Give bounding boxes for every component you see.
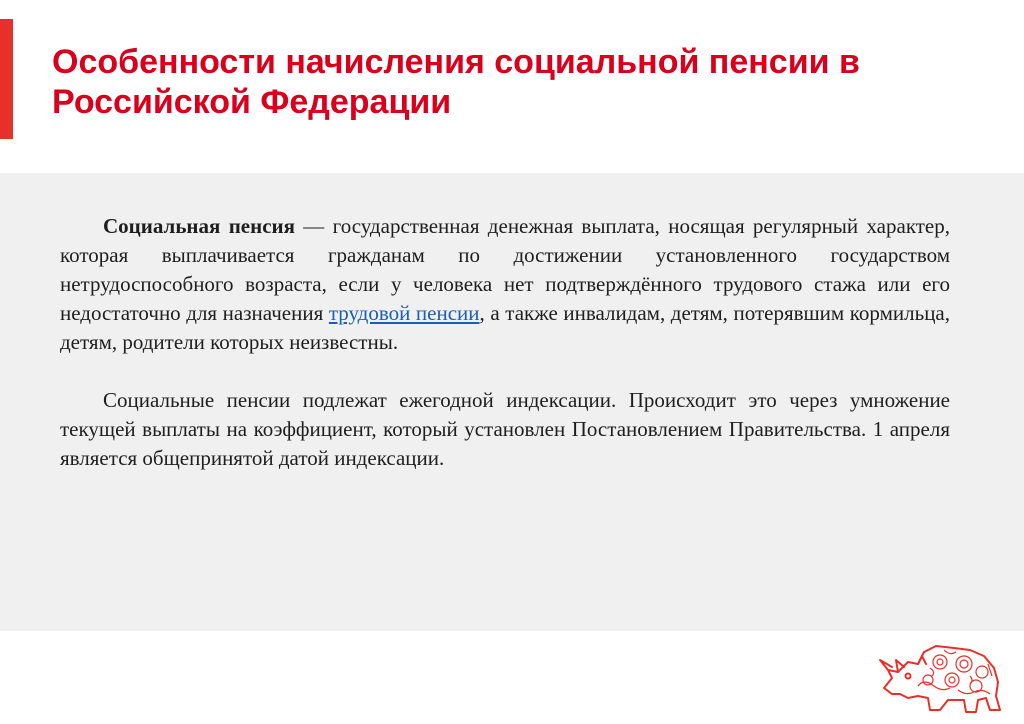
paragraph-text: — государственная денежная выплата, носящая регулярный характер, которая выплачивается гражданам по достижении установленного государством нетрудоспособного возраста, если у человека нет подтверждённого трудового стажа или его недостаточно для назначения <box>60 214 950 325</box>
text-block <box>60 212 950 473</box>
paragraph-text-end: , а также инвалидам, детям, потерявшим кормильца, детям, родители которых неизвестны. <box>60 301 951 354</box>
term-social-pension: Социальная пенсия <box>103 214 295 238</box>
paragraph-definition <box>60 212 950 357</box>
rhino-icon <box>878 640 1008 716</box>
accent-bar <box>0 19 13 139</box>
labor-pension-link[interactable]: трудовой пенсии <box>328 301 480 325</box>
slide-title: Особенности начисления социальной пенсии в Российской Федерации <box>52 43 860 121</box>
paragraph-indexation: Социальные пенсии подлежат ежегодной индексации. Происходит это через умножение текущей выплаты на коэффициент, который установлен Постановлением Правительства. 1 апреля является общепринятой датой индексации. <box>60 388 950 470</box>
